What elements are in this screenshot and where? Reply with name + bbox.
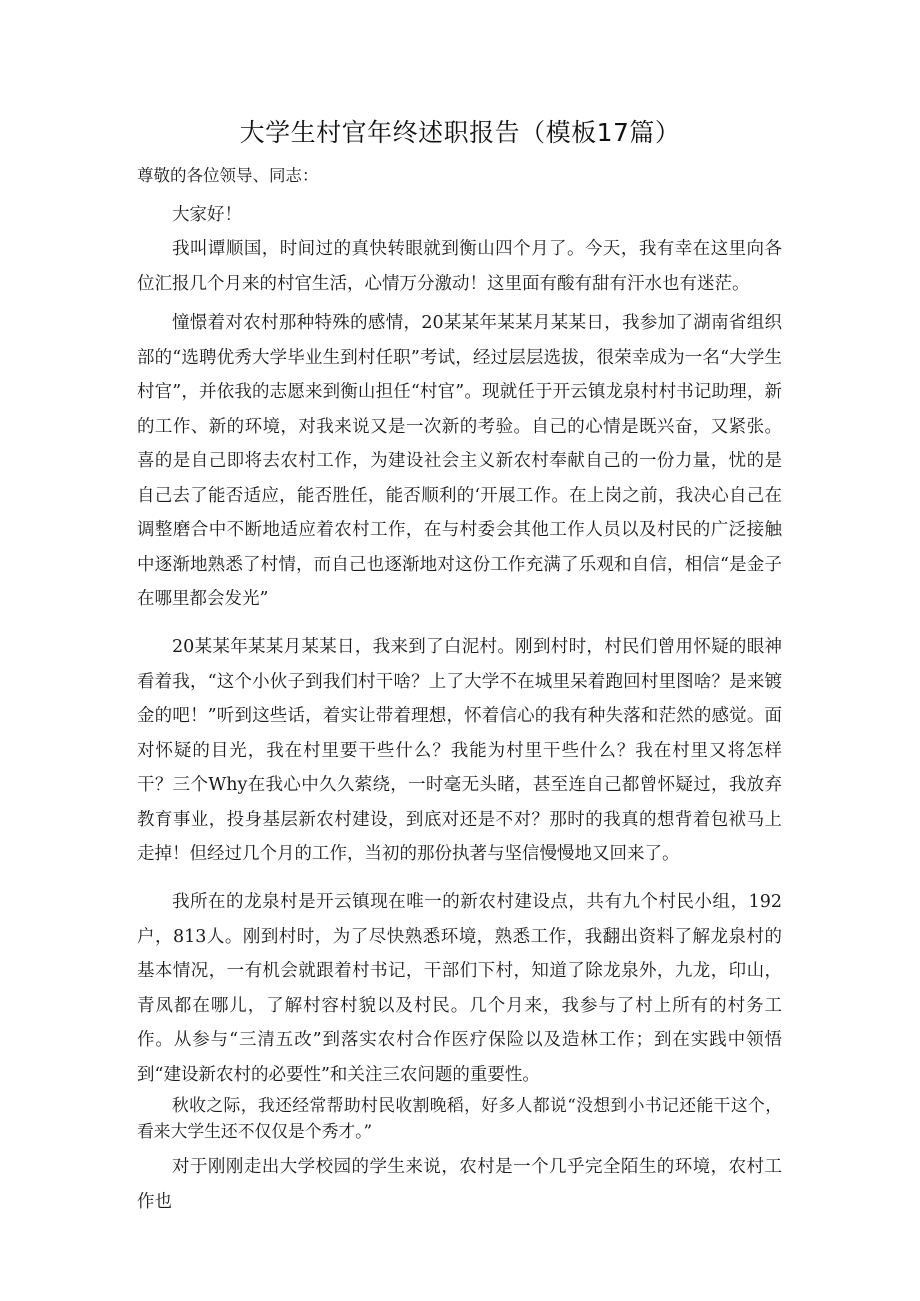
paragraph-closing: 对于刚刚走出大学校园的学生来说，农村是一个几乎完全陌生的环境，农村工作也 [137, 1157, 782, 1212]
salutation: 尊敬的各位领导、同志： [137, 166, 319, 185]
paragraph-arrival: 20某某年某某月某某日，我来到了白泥村。刚到村时，村民们曾用怀疑的眼神看着我，“这个小伙子到我们村干啥？上了大学不在城里呆着跑回村里图啥？是来镀金的吧！”听到这些话，着实让带着理想，怀着信心的我有种失落和茫然的感觉。面对怀疑的目光，我在村里要干些什么？我能为村里干些什么？我在村里又将怎样干？三个Why在我心中久久萦绕，一时毫无头睹，甚至连自己都曾怀疑过，我放弃教育事业，投身基层新农村建设，到底对还是不对？那时的我真的想背着包袱马上走掉！但经过几个月的工作，当初的那份执著与坚信慢慢地又回来了。 [137, 637, 782, 864]
document-title: 大学生村官年终述职报告（模板17篇） [239, 118, 681, 147]
paragraph-background: 憧憬着对农村那种特殊的感情，20某某年某某月某某日，我参加了湖南省组织部的“选聘优秀大学毕业生到村任职”考试，经过层层选拔，很荣幸成为一名“大学生村官”，并依我的志愿来到衡山担任“村官”。现就任于开云镇龙泉村村书记助理，新的工作、新的环境，对我来说又是一次新的考验。自己的心情是既兴奋，又紧张。喜的是自己即将去农村工作，为建设社会主义新农村奉献自己的一份力量，忧的是自己去了能否适应，能否胜任，能否顺利的‘开展工作。在上岗之前，我决心自己在调整磨合中不断地适应着农村工作，在与村委会其他工作人员以及村民的广泛接触中逐渐地熟悉了村情，而自己也逐渐地对这份工作充满了乐观和自信，相信“是金子在哪里都会发光” [137, 313, 782, 609]
paragraph-intro: 我叫谭顺国，时间过的真快转眼就到衡山四个月了。今天，我有幸在这里向各位汇报几个月来的村官生活，心情万分激动！这里面有酸有甜有汗水也有迷茫。 [137, 239, 782, 294]
paragraph-greeting: 大家好！ [172, 205, 242, 225]
paragraph-harvest: 秋收之际，我还经常帮助村民收割晚稻，好多人都说“没想到小书记还能干这个，看来大学生还不仅仅是个秀才。” [137, 1095, 782, 1141]
paragraph-village-info: 我所在的龙泉村是开云镇现在唯一的新农村建设点，共有九个村民小组，192户，813人。刚到村时，为了尽快熟悉环境，熟悉工作，我翻出资料了解龙泉村的基本情况，一有机会就跟着村书记，干部们下村，知道了除龙泉外，九龙，印山，青凤都在哪儿，了解村容村貌以及村民。几个月来，我参与了村上所有的村务工作。从参与“三清五改”到落实农村合作医疗保险以及造林工作；到在实践中领悟到“建设新农村的必要性”和关注三农问题的重要性。 [137, 892, 782, 1085]
